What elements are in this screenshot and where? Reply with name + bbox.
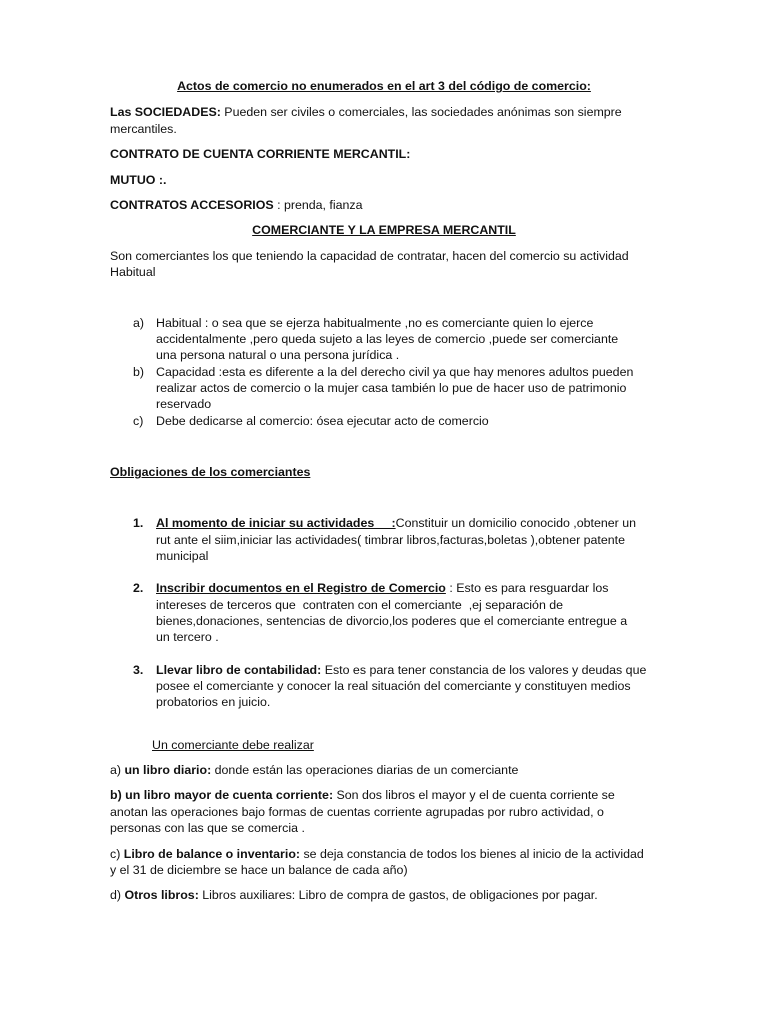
libro-c-text: se deja constancia de todos los bienes al inicio de la actividad [300,847,644,861]
list-item-a-line-1: Habitual : o sea que se ejerza habitualmente ,no es comerciante quien lo ejerce [156,316,594,330]
sociedades-line-1 [110,104,622,121]
numbered-item-1-line-3: municipal [156,549,209,563]
section-comerciante-title: COMERCIANTE Y LA EMPRESA MERCANTIL [252,223,516,237]
list-marker-c: c) [133,414,144,428]
libro-a-line [110,762,518,779]
numbered-item-2-line-3: bienes,donaciones, sentencias de divorcio,los poderes que el comerciante entregue a [156,614,628,628]
libro-c-line-2: y el 31 de diciembre se hace un balance de cada año) [110,863,408,877]
list-item-b-line-3: reservado [156,397,212,411]
document-title: Actos de comercio no enumerados en el art 3 del código de comercio: [177,79,591,93]
realizar-title: Un comerciante debe realizar [152,738,314,752]
libro-a-prefix: a) [110,763,125,777]
numbered-item-2-line-4: un tercero . [156,630,219,644]
numbered-item-3-line-2: posee el comerciante y conocer la real situación del comerciante y constituyen medios [156,679,631,693]
sociedades-line-2: mercantiles. [110,122,177,136]
numbered-item-3-text: Esto es para tener constancia de los valores y deudas que [321,663,647,677]
libro-d-prefix: d) [110,888,125,902]
libro-c-label: Libro de balance o inventario: [123,847,301,861]
libro-c-prefix: c) [110,847,124,861]
libro-d-line [110,887,598,904]
list-item-a-line-2: accidentalmente ,pero queda sujeto a las leyes de comercio ,puede ser comerciante [156,332,619,346]
libro-d-label: Otros libros: [124,888,199,902]
accesorios-text: : prenda, fianza [273,198,363,212]
list-marker-b: b) [133,365,145,379]
numbered-item-1-label: Al momento de iniciar su actividades : [156,516,396,530]
contrato-cuenta-heading: CONTRATO DE CUENTA CORRIENTE MERCANTIL: [110,147,411,161]
numbered-item-1-line-2: rut ante el siim,iniciar las actividades( timbrar libros,facturas,boletas ),obtener patente [156,533,625,547]
libro-b-line-1 [110,787,615,804]
sociedades-text: Pueden ser civiles o comerciales, las sociedades anónimas son siempre [220,105,622,119]
accesorios-label: CONTRATOS ACCESORIOS [110,198,274,212]
numbered-marker-2: 2. [133,581,144,595]
libro-b-prefix: b) [110,788,126,802]
intro-line-2: Habitual [110,265,156,279]
list-item-a-line-3: una persona natural o una persona jurídica . [156,348,400,362]
list-item-b-line-2: realizar actos de comercio o la mujer casa también lo pue de hacer uso de patrimonio [156,381,627,395]
libro-b-line-3: personas con las que se comercia . [110,821,305,835]
sociedades-label: Las SOCIEDADES: [110,105,221,119]
intro-line-1: Son comerciantes los que teniendo la capacidad de contratar, hacen del comercio su actividad [110,249,629,263]
numbered-item-3-line-1 [156,662,646,679]
list-marker-a: a) [133,316,145,330]
numbered-item-2-text: : Esto es para resguardar los [445,581,609,595]
mutuo-heading: MUTUO :. [110,173,167,187]
numbered-item-2-label: Inscribir documentos en el Registro de Comercio [156,581,446,595]
list-item-c-line-1: Debe dedicarse al comercio: ósea ejecutar acto de comercio [156,414,489,428]
libro-b-label: un libro mayor de cuenta corriente: [125,788,334,802]
numbered-item-3-line-3: probatorios en juicio. [156,695,271,709]
numbered-item-2-line-1 [156,580,608,597]
numbered-item-1-text: Constituir un domicilio conocido ,obtener un [395,516,637,530]
numbered-item-2-line-2: intereses de terceros que contraten con el comerciante ,ej separación de [156,598,564,612]
numbered-marker-3: 3. [133,663,144,677]
libro-a-text: donde están las operaciones diarias de un comerciante [211,763,519,777]
numbered-marker-1: 1. [133,516,144,530]
numbered-item-1-line-1 [156,515,636,532]
libro-a-label: un libro diario: [124,763,212,777]
libro-b-text: Son dos libros el mayor y el de cuenta corriente se [333,788,615,802]
libro-b-line-2: anotan las operaciones bajo formas de cuentas corriente agrupadas por rubro actividad, o [110,805,604,819]
libro-d-text: Libros auxiliares: Libro de compra de gastos, de obligaciones por pagar. [198,888,598,902]
accesorios-line [110,197,362,214]
list-item-b-line-1: Capacidad :esta es diferente a la del derecho civil ya que hay menores adultos pueden [156,365,634,379]
numbered-item-3-label: Llevar libro de contabilidad: [156,663,322,677]
obligaciones-title: Obligaciones de los comerciantes [110,465,311,479]
libro-c-line-1 [110,846,644,863]
